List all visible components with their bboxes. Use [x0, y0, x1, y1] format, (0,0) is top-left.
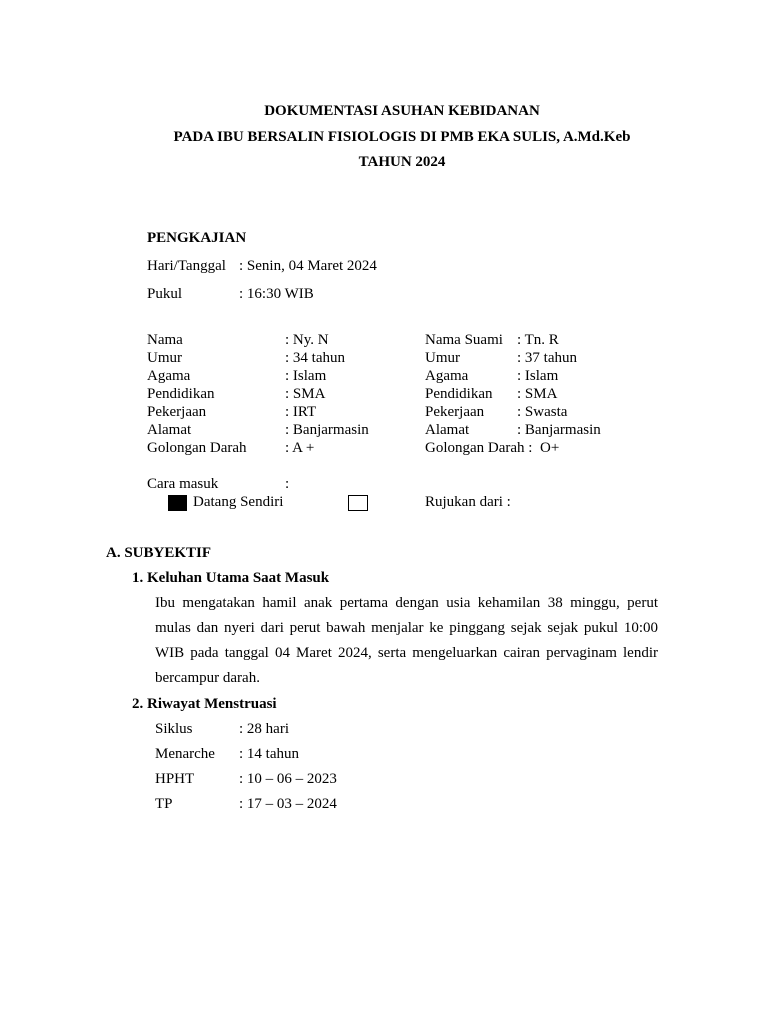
husband-blood-value: O+: [540, 440, 560, 456]
date-value: : Senin, 04 Maret 2024: [239, 258, 377, 274]
siklus-value: : 28 hari: [239, 721, 289, 737]
patient-blood-label: Golongan Darah: [147, 440, 247, 456]
pengkajian-heading: PENGKAJIAN: [147, 230, 247, 246]
hpht-value: : 10 – 06 – 2023: [239, 771, 337, 787]
patient-religion-label: Agama: [147, 368, 191, 384]
admission-colon: :: [285, 476, 290, 492]
husband-occupation-label: Pekerjaan: [425, 404, 485, 420]
husband-occupation-value: : Swasta: [517, 404, 568, 420]
section-subjektif-heading: A. SUBYEKTIF: [106, 545, 212, 561]
patient-occupation-value: : IRT: [285, 404, 317, 420]
document-subtitle: PADA IBU BERSALIN FISIOLOGIS DI PMB EKA SULIS, A.Md.Keb: [173, 129, 631, 145]
option-datang-sendiri: Datang Sendiri: [193, 494, 284, 510]
patient-age-value: : 34 tahun: [285, 350, 345, 366]
husband-blood-label: Golongan Darah :: [425, 440, 533, 456]
patient-blood-value: : A +: [285, 440, 315, 456]
patient-education-value: : SMA: [285, 386, 326, 402]
checkbox-rujukan[interactable]: [348, 495, 368, 511]
husband-address-value: : Banjarmasin: [517, 422, 601, 438]
item1-number: 1.: [132, 570, 144, 586]
menarche-value: : 14 tahun: [239, 746, 299, 762]
husband-name-value: : Tn. R: [517, 332, 559, 348]
date-label: Hari/Tanggal: [147, 258, 226, 274]
item2-title: Riwayat Menstruasi: [147, 696, 277, 712]
patient-name-value: : Ny. N: [285, 332, 329, 348]
husband-religion-value: : Islam: [517, 368, 559, 384]
document-title: DOKUMENTASI ASUHAN KEBIDANAN: [264, 103, 540, 119]
document-year: TAHUN 2024: [358, 154, 446, 170]
husband-education-value: : SMA: [517, 386, 558, 402]
item1-title: Keluhan Utama Saat Masuk: [147, 570, 330, 586]
time-value: : 16:30 WIB: [239, 286, 314, 302]
siklus-label: Siklus: [155, 721, 193, 737]
patient-address-value: : Banjarmasin: [285, 422, 369, 438]
item2-number: 2.: [132, 696, 144, 712]
patient-religion-value: : Islam: [285, 368, 327, 384]
husband-name-label: Nama Suami: [425, 332, 503, 348]
patient-name-label: Nama: [147, 332, 183, 348]
patient-occupation-label: Pekerjaan: [147, 404, 207, 420]
husband-address-label: Alamat: [425, 422, 470, 438]
admission-label: Cara masuk: [147, 476, 219, 492]
husband-education-label: Pendidikan: [425, 386, 493, 402]
patient-education-label: Pendidikan: [147, 386, 215, 402]
option-rujukan: Rujukan dari :: [425, 494, 511, 510]
husband-age-value: : 37 tahun: [517, 350, 577, 366]
husband-age-label: Umur: [425, 350, 460, 366]
husband-religion-label: Agama: [425, 368, 469, 384]
tp-value: : 17 – 03 – 2024: [239, 796, 337, 812]
item1-text: Ibu mengatakan hamil anak pertama dengan usia kehamilan 38 minggu, perut mulas dan nyeri dari perut bawah menjalar ke pinggang sejak sejak pukul 10:00 WIB pada tanggal 04 Maret 2024, serta mengeluarkan cairan pervaginam lendir bercampur darah.: [155, 595, 658, 686]
menarche-label: Menarche: [155, 746, 215, 762]
time-label: Pukul: [147, 286, 183, 302]
patient-age-label: Umur: [147, 350, 182, 366]
checkbox-datang-sendiri[interactable]: [168, 495, 187, 511]
patient-address-label: Alamat: [147, 422, 192, 438]
tp-label: TP: [155, 796, 173, 812]
hpht-label: HPHT: [155, 771, 195, 787]
